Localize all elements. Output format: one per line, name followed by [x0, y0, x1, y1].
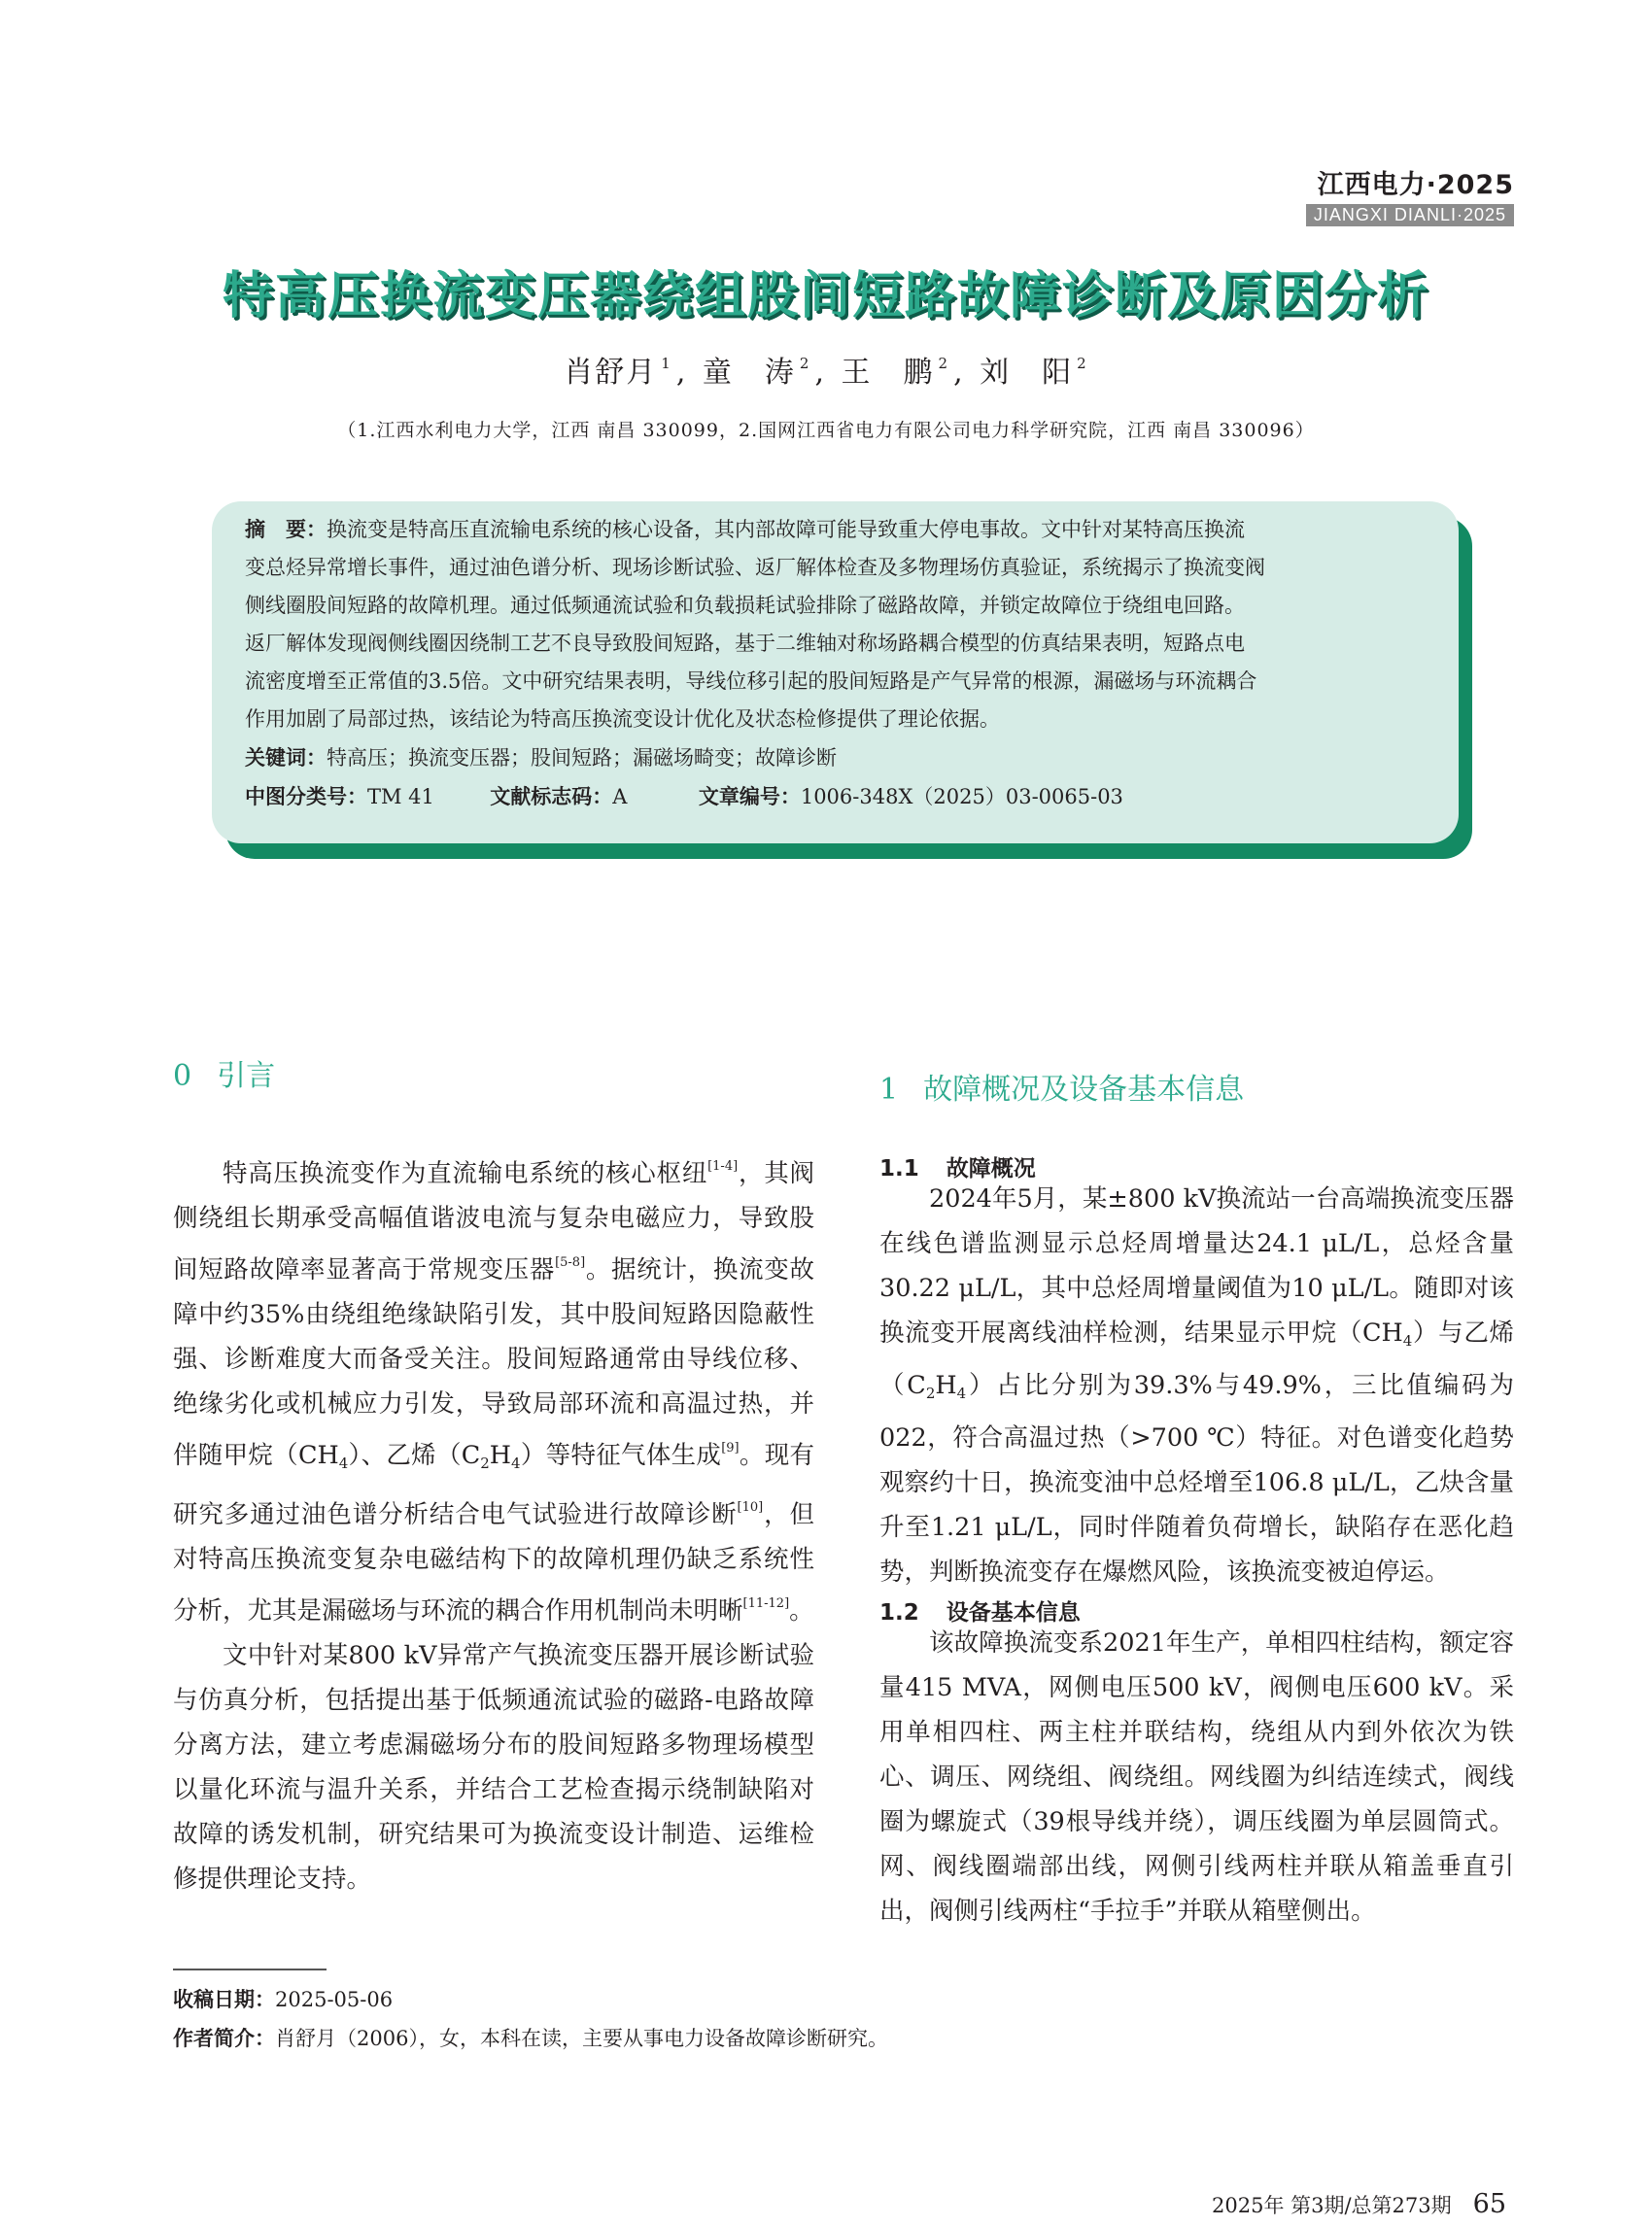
- subscript: 4: [1402, 1332, 1413, 1350]
- issue-info: 2025年 第3期/总第273期: [1212, 2194, 1452, 2217]
- subscript: 4: [338, 1455, 349, 1472]
- keywords: 关键词：特高压；换流变压器；股间短路；漏磁场畸变；故障诊断: [245, 746, 837, 770]
- subscript: 2: [480, 1455, 490, 1472]
- body-text: [879, 1621, 1514, 1934]
- subscript: 2: [925, 1385, 936, 1402]
- body-text: [879, 1177, 1514, 1594]
- classification-line: 中图分类号：TM 41 文献标志码：A 文章编号：1006-348X（2025）03-0065-03: [245, 785, 1123, 808]
- abstract-label: 摘 要：: [245, 518, 327, 541]
- abstract-line: 作用加剧了局部过热，该结论为特高压换流变设计优化及状态检修提供了理论依据。: [245, 707, 1000, 731]
- subscript: 4: [511, 1455, 521, 1472]
- abstract-line: 返厂解体发现阀侧线圈因绕制工艺不良导致股间短路，基于二维轴对称场路耦合模型的仿真结果表明，短路点电: [245, 632, 1245, 655]
- author: 童 涛 $^2$: [702, 355, 811, 390]
- author: 刘 阳 $^2$: [980, 355, 1088, 390]
- page-footer: [1212, 2189, 1506, 2219]
- body-text: [173, 1145, 814, 1901]
- journal-name: 江西电力·2025: [1317, 170, 1514, 200]
- paragraph: 2024年5月，某±800 kV换流站一台高端换流变压器在线色谱监测显示总烃周增量达24.1 μL/L，总烃含量30.22 μL/L，其中总烃周增量阈值为10 μL/L。随即对该换流变开展离线油样检测，结果显示甲烷$(CH_4)$与乙烯$(C_2H_4)$占比分别为39.3%与49.9%，三比值编码为022，符合高温过热（>700 ℃）特征。对色谱变化趋势观察约十日，换流变油中总烃增至106.8 μL/L，乙炔含量升至1.21 μL/L，同时伴随着负荷增长，缺陷存在恶化趋势，判断换流变存在爆燃风险，该换流变被迫停运。: [879, 1184, 1515, 1587]
- journal-name-en: JIANGXI DIANLI·2025: [1306, 204, 1514, 226]
- page-number: 65: [1472, 2189, 1506, 2219]
- citation: [1-4]: [707, 1159, 739, 1174]
- left-column: [173, 1051, 814, 1901]
- section-heading: 1 故障概况及设备基本信息: [879, 1073, 1245, 1107]
- citation: [10]: [737, 1500, 764, 1515]
- author: 王 鹏 $^2$: [841, 355, 950, 390]
- citation: [11-12]: [742, 1596, 790, 1611]
- abstract-line: 变总烃异常增长事件，通过油色谱分析、现场诊断试验、返厂解体检查及多物理场仿真验证，系统揭示了换流变阀: [245, 556, 1265, 579]
- subsection-heading: 1.2 设备基本信息: [879, 1600, 1081, 1626]
- section-heading: 0 引言: [173, 1059, 276, 1093]
- footnote-rule: [173, 1969, 327, 1970]
- abstract-line: 侧线圈股间短路的故障机理。通过低频通流试验和负载损耗试验排除了磁路故障，并锁定故障位于绕组电回路。: [245, 594, 1245, 617]
- affiliations: （1.江西水利电力大学，江西 南昌 330099，2.国网江西省电力有限公司电力科学研究院，江西 南昌 330096）: [337, 420, 1315, 441]
- abstract-line: 流密度增至正常值的3.5倍。文中研究结果表明，导线位移引起的股间短路是产气异常的根源，漏磁场与环流耦合: [245, 669, 1257, 693]
- paragraph: 该故障换流变系2021年生产，单相四柱结构，额定容量415 MVA，网侧电压500 kV，阀侧电压600 kV。采用单相四柱、两主柱并联结构，绕组从内到外依次为铁心、调压、网绕组、阀绕组。网线圈为纠结连续式，阀线圈为螺旋式（39根导线并绕），调压线圈为单层圆筒式。网、阀线圈端部出线，网侧引线两柱并联从箱盖垂直引出，阀侧引线两柱“手拉手”并联从箱壁侧出。: [879, 1628, 1514, 1926]
- author-bio: 作者简介：肖舒月（2006），女，本科在读，主要从事电力设备故障诊断研究。: [173, 2027, 888, 2050]
- right-column: [879, 1065, 1514, 1934]
- paragraph: 特高压换流变作为直流输电系统的核心枢纽[1-4]，其阀侧绕组长期承受高幅值谐波电流与复杂电磁应力，导致股间短路故障率显著高于常规变压器[5-8]。据统计，换流变故障中约35%由绕组绝缘缺陷引发，其中股间短路因隐蔽性强、诊断难度大而备受关注。股间短路通常由导线位移、绝缘劣化或机械应力引发，导致局部环流和高温过热，并伴随甲烷$(CH_4)$、乙烯$(C_2H_4)$等特征气体生成[9]。现有研究多通过油色谱分析结合电气试验进行故障诊断[10]，但对特高压换流变复杂电磁结构下的故障机理仍缺乏系统性分析，尤其是漏磁场与环流的耦合作用机制尚未明晰[11-12]。: [173, 1159, 814, 1626]
- paper-title: 特高压换流变压器绕组股间短路故障诊断及原因分析: [222, 267, 1429, 325]
- citation: [5-8]: [555, 1255, 586, 1270]
- abstract-line: 摘 要：换流变是特高压直流输电系统的核心设备，其内部故障可能导致重大停电事故。文中针对某特高压换流: [245, 518, 1245, 541]
- subsection-heading: 1.1 故障概况: [879, 1156, 1036, 1181]
- author-list: 肖舒月 $^1$ , 童 涛 $^2$ , 王 鹏 $^2$ , 刘 阳 $^2$: [564, 355, 1088, 390]
- received-date: 收稿日期：2025-05-06: [173, 1988, 394, 2011]
- paragraph: 文中针对某800 kV异常产气换流变压器开展诊断试验与仿真分析，包括提出基于低频通流试验的磁路-电路故障分离方法，建立考虑漏磁场分布的股间短路多物理场模型以量化环流与温升关系，并结合工艺检查揭示绕制缺陷对故障的诱发机制，研究结果可为换流变设计制造、运维检修提供理论支持。: [173, 1641, 814, 1894]
- author: 肖舒月 $^1$: [564, 355, 672, 390]
- subscript: 4: [956, 1385, 967, 1402]
- citation: [9]: [721, 1441, 740, 1455]
